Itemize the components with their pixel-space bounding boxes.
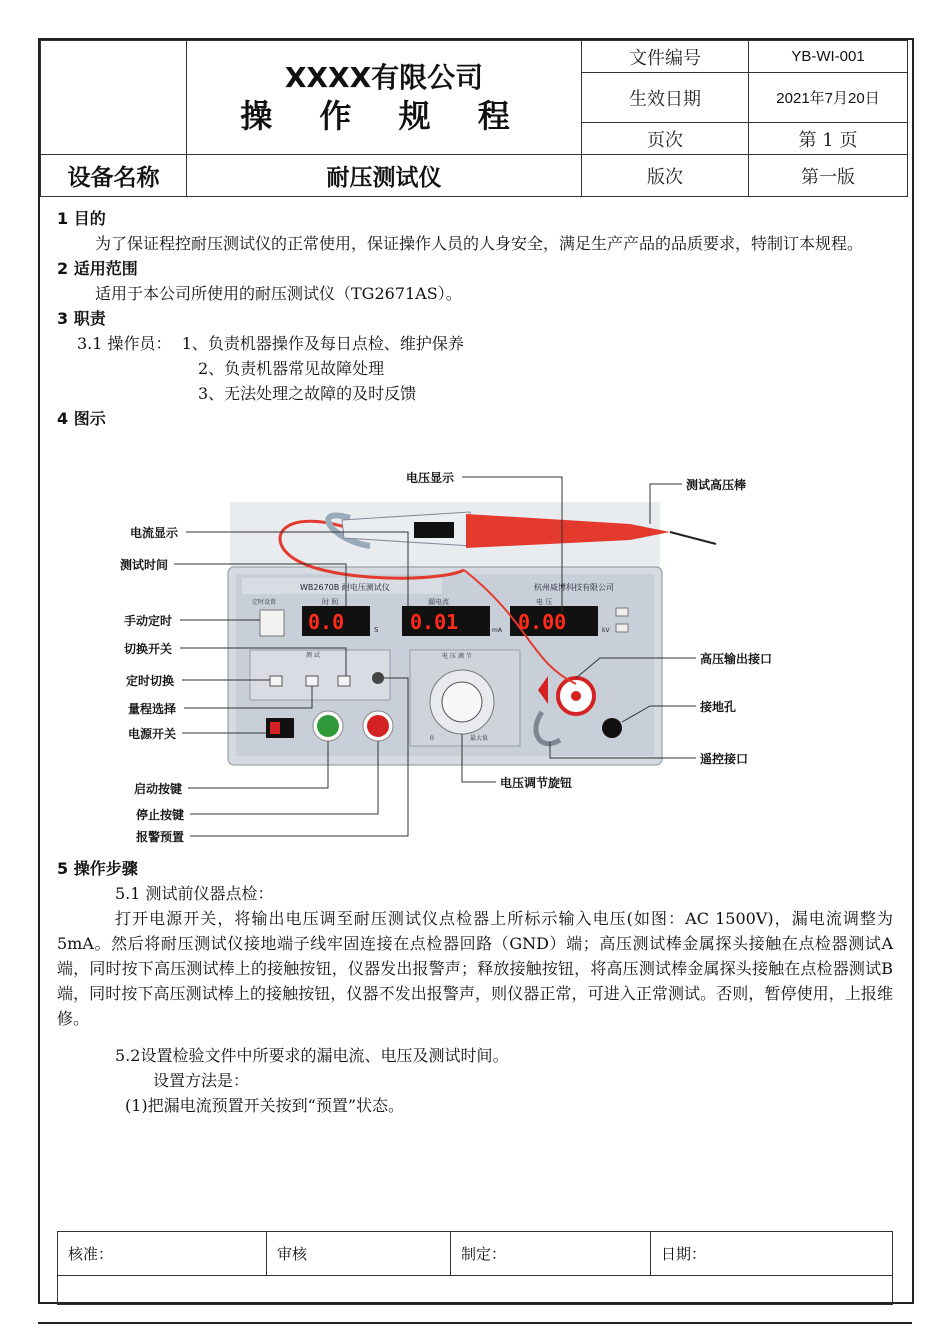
section-4-title: 4 图示 <box>57 409 106 428</box>
content-sections <box>57 206 893 431</box>
section-2-title: 2 适用范围 <box>57 259 138 278</box>
probe-button <box>414 522 454 538</box>
version-value: 第一版 <box>749 155 908 197</box>
callout-hv-probe: 测试高压棒 <box>686 478 747 492</box>
section-5-title: 5 操作步骤 <box>57 859 138 878</box>
spacer <box>57 1031 893 1043</box>
step-5-2-title: 5.2设置检验文件中所要求的漏电流、电压及测试时间。 <box>115 1046 509 1065</box>
test-switch-panel <box>250 650 390 700</box>
range-led-1 <box>616 608 628 616</box>
doc-no: YB-WI-001 <box>749 41 908 73</box>
current-reading: 0.01 <box>410 610 459 634</box>
callout-start-key: 启动按键 <box>134 782 183 796</box>
signoff-blank-row <box>58 1276 893 1305</box>
voltage-unit: kV <box>602 627 610 634</box>
current-unit: mA <box>492 627 502 634</box>
time-reading: 0.0 <box>308 610 345 634</box>
logo-cell <box>41 41 187 155</box>
ground-jack <box>602 718 622 738</box>
callout-timer-switch: 定时切换 <box>126 674 175 688</box>
section-3-line-3: 3、无法处理之故障的及时反馈 <box>198 384 417 403</box>
section-3-line-2: 2、负责机器常见故障处理 <box>198 359 385 378</box>
start-button <box>317 715 339 737</box>
company-name: XXXX有限公司 <box>284 60 484 94</box>
section-2-text: 适用于本公司所使用的耐压测试仪（TG2671AS）。 <box>95 284 462 303</box>
page-bottom-rule <box>38 1322 912 1324</box>
section-3-title: 3 职责 <box>57 309 106 328</box>
panel-time-label: 时 间 <box>322 598 339 606</box>
alarm-preset-knob <box>372 672 384 684</box>
callout-alarm-preset: 报警预置 <box>136 830 185 844</box>
knob-max-label: 最大值 <box>470 735 489 742</box>
manual-timer-wheels <box>260 610 284 636</box>
equip-name: 耐压测试仪 <box>187 155 582 197</box>
section-3-line-1: 3.1 操作员： 1、负责机器操作及每日点检、维护保养 <box>77 334 464 353</box>
callout-range-select: 量程选择 <box>128 702 177 716</box>
callout-manual-timer: 手动定时 <box>124 614 173 628</box>
mode-switch <box>338 676 350 686</box>
time-unit: S <box>374 626 379 634</box>
page-value: 第 1 页 <box>749 123 908 155</box>
panel-voltage-label: 电 压 <box>536 598 553 606</box>
callout-test-time: 测试时间 <box>120 558 169 572</box>
device-maker: 杭州威博科技有限公司 <box>534 583 614 592</box>
range-switch <box>306 676 318 686</box>
section-1-title: 1 目的 <box>57 209 106 228</box>
signoff-table <box>57 1231 893 1305</box>
section-1-text: 为了保证程控耐压测试仪的正常使用，保证操作人员的人身安全，满足生产产品的品质要求，特制订本规程。 <box>95 234 864 253</box>
callout-voltage-display: 电压显示 <box>406 471 455 485</box>
review-cell: 审核 <box>267 1232 451 1276</box>
panel-test-label: 测 试 <box>306 652 320 659</box>
equip-label: 设备名称 <box>41 155 187 197</box>
step-5-1-title: 5.1 测试前仪器点检： <box>115 884 274 903</box>
timer-set-label: 定时设置 <box>252 599 277 606</box>
callout-stop-key: 停止按键 <box>136 808 185 822</box>
device-model: WB2670B 耐电压测试仪 <box>300 583 390 592</box>
callout-switch: 切换开关 <box>124 642 173 656</box>
operation-steps <box>57 856 893 1118</box>
power-rocker <box>270 722 280 734</box>
panel-adjust-label: 电 压 调 节 <box>442 653 472 660</box>
callout-power-switch: 电源开关 <box>128 727 177 741</box>
voltage-reading: 0.00 <box>518 610 567 634</box>
prepare-cell: 制定： <box>451 1232 651 1276</box>
page-label: 页次 <box>582 123 749 155</box>
effective-label: 生效日期 <box>582 73 749 123</box>
panel-current-label: 漏电流 <box>428 598 449 606</box>
version-label: 版次 <box>582 155 749 197</box>
probe-tip <box>670 532 716 544</box>
date-cell: 日期： <box>651 1232 893 1276</box>
approve-cell: 核准： <box>58 1232 267 1276</box>
callout-voltage-knob: 电压调节旋钮 <box>500 776 573 790</box>
step-5-2-item-1: (1)把漏电流预置开关按到“预置”状态。 <box>125 1096 405 1115</box>
callout-ground: 接地孔 <box>700 700 737 714</box>
knob-zero-label: 0 <box>430 735 434 742</box>
step-5-1-text: 打开电源开关，将输出电压调至耐压测试仪点检器上所标示输入电压(如图：AC 1500V)，漏电流调整为5mA。然后将耐压测试仪接地端子线牢固连接在点检器回路（GND）端；高压测试棒金属探头接触在点检器测试A端，同时按下高压测试棒上的接触按钮，仪器发出报警声；释放接触按钮，将高压测试棒金属探头接触在点检器测试B端，同时按下高压测试棒上的接触按钮，仪器不发出报警声，则仪器正常，可进入正常测试。否则，暂停使用，上报维修。 <box>57 909 893 1028</box>
hv-output-pin <box>571 691 581 701</box>
callout-remote: 遥控接口 <box>700 752 749 766</box>
effective-date: 2021年7月20日 <box>749 73 908 123</box>
device-figure <box>110 462 810 850</box>
callout-hv-output: 高压输出接口 <box>700 652 773 666</box>
callout-current-display: 电流显示 <box>130 526 179 540</box>
stop-button <box>367 715 389 737</box>
timer-switch <box>270 676 282 686</box>
step-5-2-method: 设置方法是： <box>153 1071 250 1090</box>
header-table <box>40 40 908 197</box>
doc-no-label: 文件编号 <box>582 41 749 73</box>
title-cell <box>187 41 582 155</box>
doc-type: 操 作 规 程 <box>240 96 528 135</box>
voltage-knob <box>442 682 482 722</box>
range-led-2 <box>616 624 628 632</box>
